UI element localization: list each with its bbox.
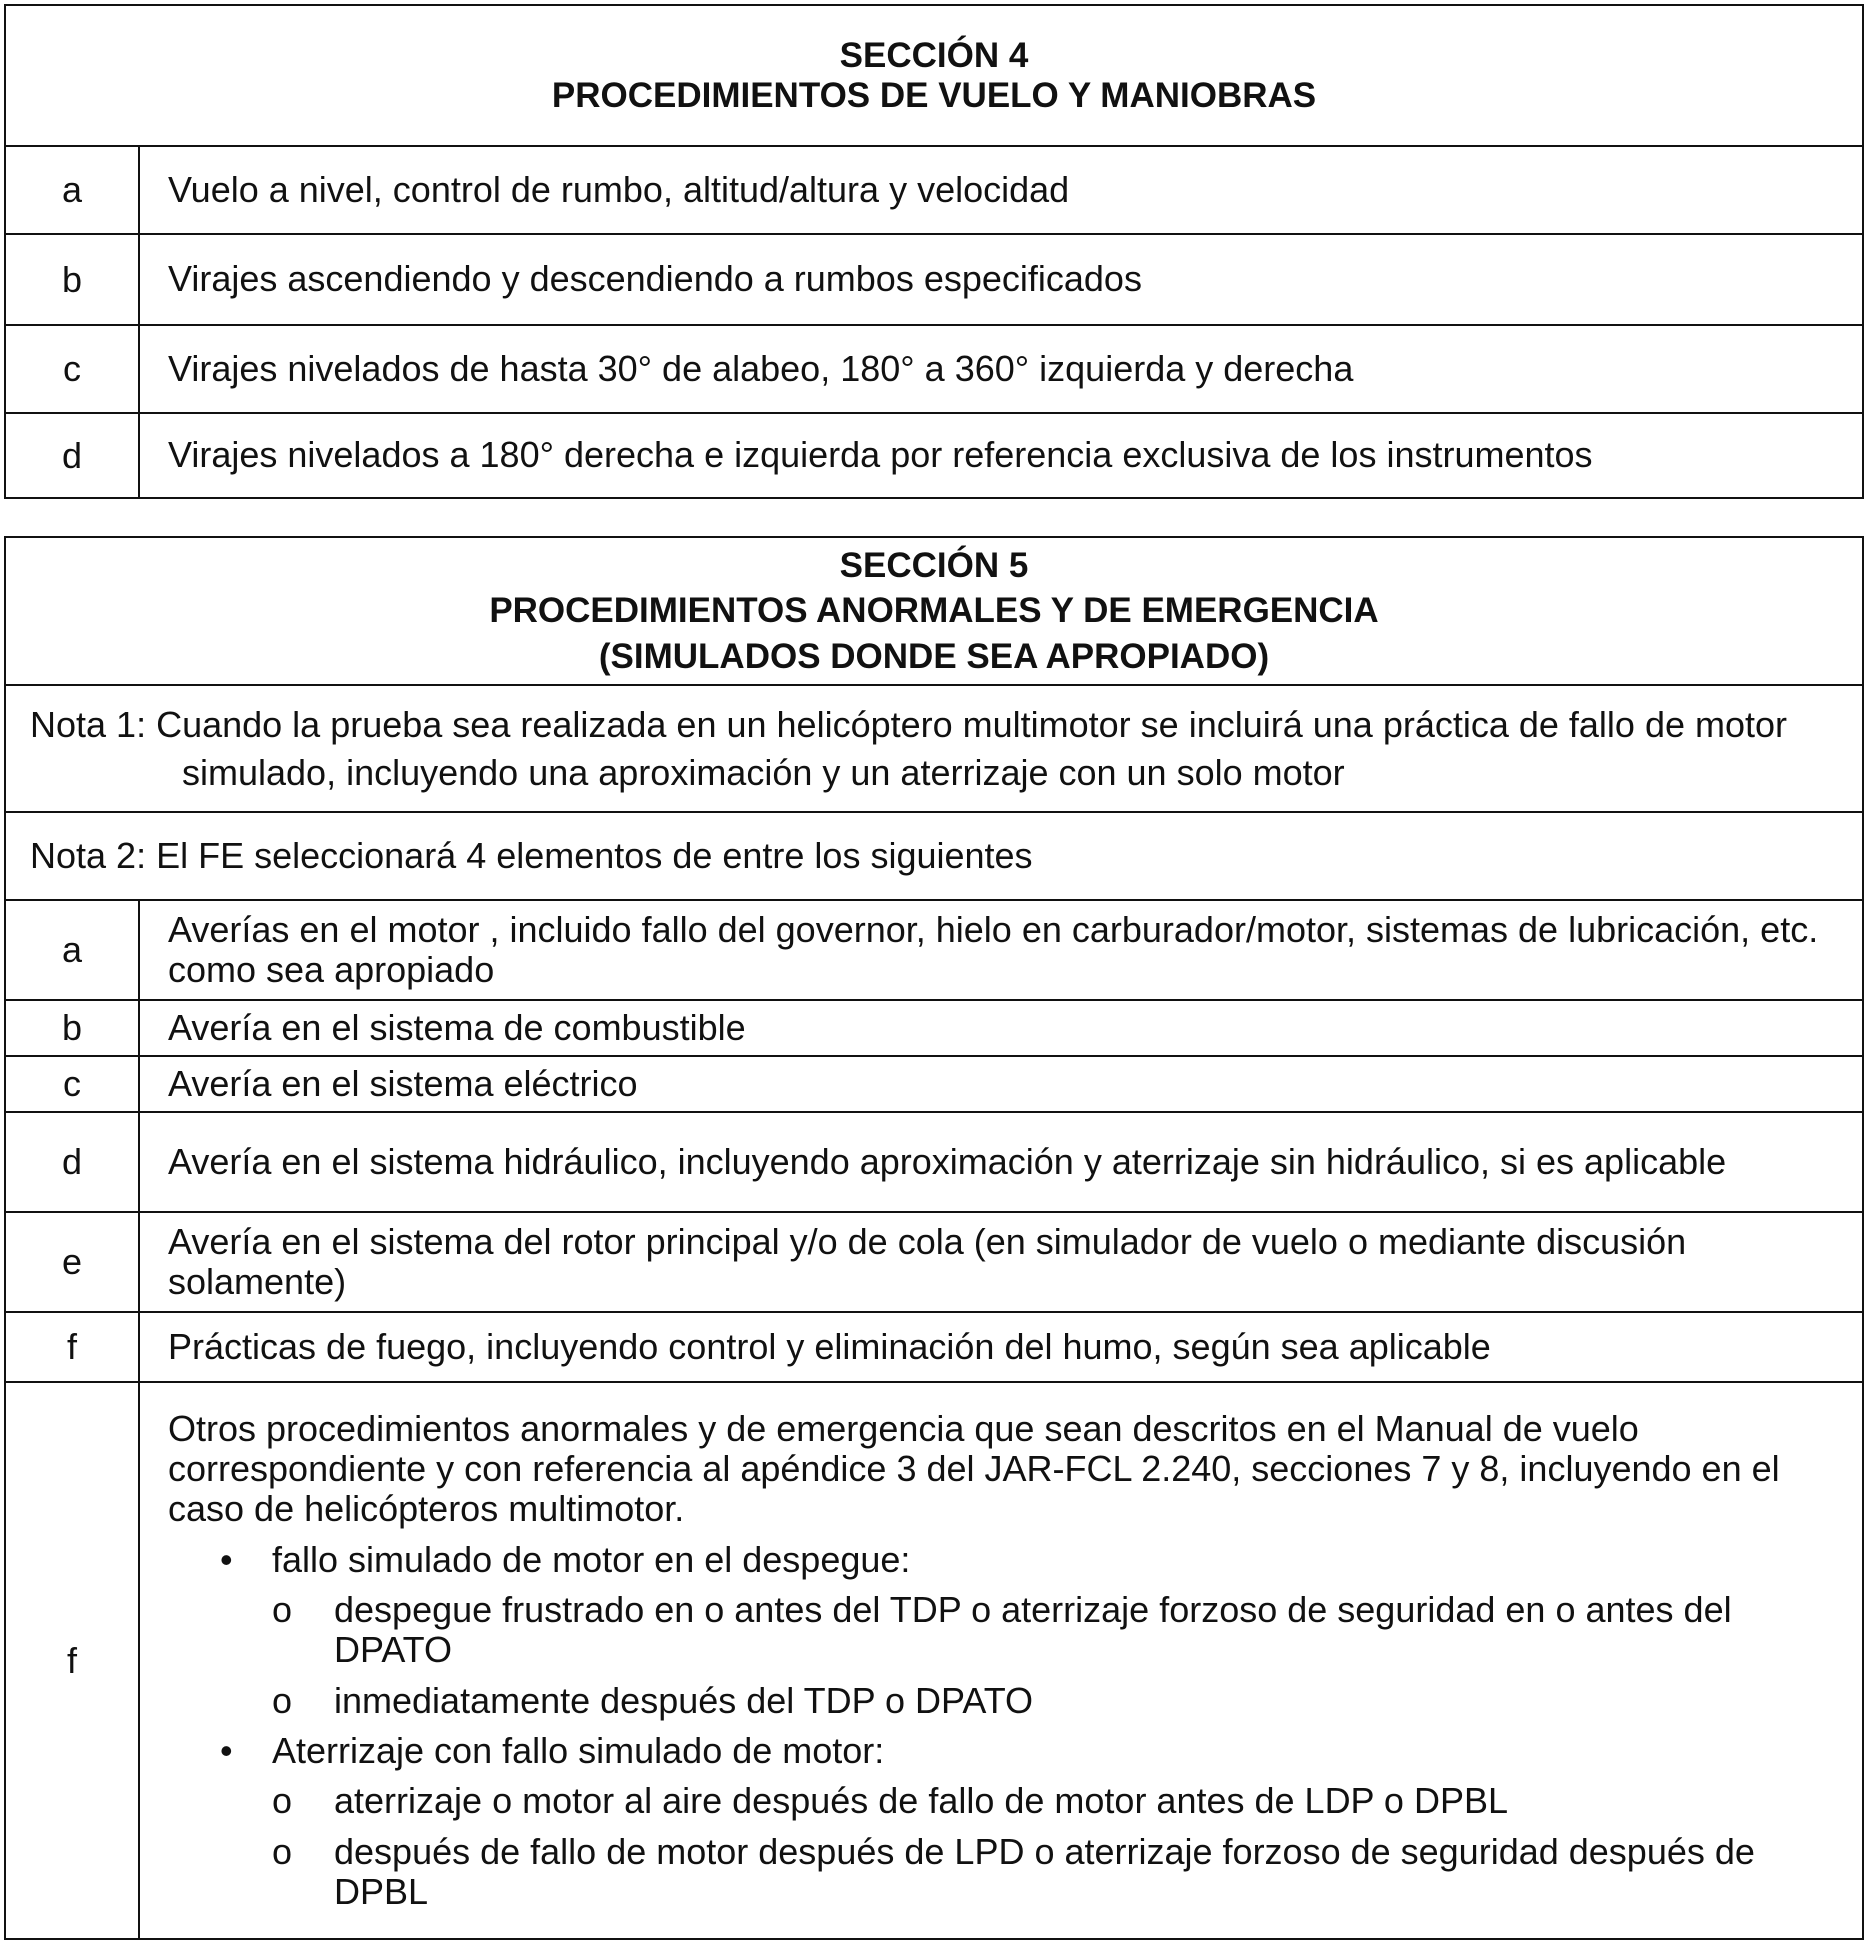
row-letter: c	[5, 325, 139, 413]
row-letter: d	[5, 413, 139, 498]
sub-bullet-text: inmediatamente después del TDP o DPATO	[334, 1679, 1034, 1721]
section-5-subtitle-2: (SIMULADOS DONDE SEA APROPIADO)	[598, 636, 1270, 676]
row-letter: c	[5, 1056, 139, 1112]
bullet-list	[168, 1540, 1838, 1913]
section-4-header	[5, 5, 1863, 146]
table-row	[5, 1312, 1863, 1382]
list-item	[272, 1681, 1838, 1721]
section-4-header-row	[5, 5, 1863, 146]
table-row	[5, 1056, 1863, 1112]
list-item	[168, 1540, 1838, 1721]
circle-bullet-icon: o	[272, 1679, 293, 1721]
row-text: Avería en el sistema eléctrico	[139, 1056, 1863, 1112]
table-row	[5, 1112, 1863, 1212]
table-row	[5, 413, 1863, 498]
row-letter: b	[5, 234, 139, 325]
section-4-title: SECCIÓN 4	[839, 35, 1029, 75]
circle-bullet-icon: o	[272, 1830, 293, 1872]
row-letter: f	[5, 1312, 139, 1382]
bullet-icon: •	[220, 1538, 233, 1580]
row-intro-text: Otros procedimientos anormales y de emergencia que sean descritos en el Manual de vuelo correspondiente y con referencia al apéndice 3 del JAR-FCL 2.240, secciones 7 y 8, incluyendo en el caso de helicópteros multimotor.	[168, 1407, 1780, 1530]
row-text: Virajes nivelados a 180° derecha e izquierda por referencia exclusiva de los instrumentos	[139, 413, 1863, 498]
note-1: Nota 1: Cuando la prueba sea realizada en un helicóptero multimotor se incluirá una práctica de fallo de motor simulado, incluyendo una aproximación y un aterrizaje con un solo motor	[30, 703, 1788, 793]
table-row	[5, 234, 1863, 325]
sub-list	[272, 1590, 1838, 1721]
sub-bullet-text: después de fallo de motor después de LPD o aterrizaje forzoso de seguridad después de DPBL	[334, 1830, 1755, 1912]
section-4-subtitle: PROCEDIMIENTOS DE VUELO Y MANIOBRAS	[551, 75, 1317, 115]
section-5-header-row	[5, 537, 1863, 685]
note-row	[5, 812, 1863, 900]
row-text: Averías en el motor , incluido fallo del governor, hielo en carburador/motor, sistemas de lubricación, etc. como sea apropiado	[139, 900, 1863, 1000]
row-text: Virajes ascendiendo y descendiendo a rumbos especificados	[139, 234, 1863, 325]
row-letter: b	[5, 1000, 139, 1056]
list-item	[272, 1590, 1838, 1671]
table-row	[5, 146, 1863, 234]
row-text: Avería en el sistema de combustible	[139, 1000, 1863, 1056]
row-text: Virajes nivelados de hasta 30° de alabeo, 180° a 360° izquierda y derecha	[139, 325, 1863, 413]
bullet-text: fallo simulado de motor en el despegue:	[272, 1538, 911, 1580]
row-letter: a	[5, 146, 139, 234]
row-text-block	[139, 1382, 1863, 1939]
table-row	[5, 1212, 1863, 1312]
sub-list	[272, 1781, 1838, 1912]
sub-bullet-text: despegue frustrado en o antes del TDP o aterrizaje forzoso de seguridad en o antes del DPATO	[334, 1589, 1732, 1671]
table-row	[5, 900, 1863, 1000]
row-letter: d	[5, 1112, 139, 1212]
table-row	[5, 1382, 1863, 1939]
list-item	[272, 1781, 1838, 1821]
row-letter: e	[5, 1212, 139, 1312]
circle-bullet-icon: o	[272, 1589, 293, 1631]
section-4-table	[4, 4, 1864, 499]
bullet-icon: •	[220, 1729, 233, 1771]
row-text: Avería en el sistema hidráulico, incluyendo aproximación y aterrizaje sin hidráulico, si es aplicable	[139, 1112, 1863, 1212]
table-row	[5, 1000, 1863, 1056]
note-row	[5, 685, 1863, 812]
section-5-title: SECCIÓN 5	[839, 545, 1029, 585]
row-letter: f	[5, 1382, 139, 1939]
sub-bullet-text: aterrizaje o motor al aire después de fallo de motor antes de LDP o DPBL	[334, 1780, 1508, 1822]
table-row	[5, 325, 1863, 413]
row-text: Avería en el sistema del rotor principal y/o de cola (en simulador de vuelo o mediante discusión solamente)	[139, 1212, 1863, 1312]
row-text: Prácticas de fuego, incluyendo control y eliminación del humo, según sea aplicable	[139, 1312, 1863, 1382]
circle-bullet-icon: o	[272, 1780, 293, 1822]
list-item	[272, 1832, 1838, 1913]
section-5-subtitle: PROCEDIMIENTOS ANORMALES Y DE EMERGENCIA	[489, 591, 1379, 631]
section-5-table	[4, 536, 1864, 1940]
list-item	[168, 1731, 1838, 1912]
section-5-header	[5, 537, 1863, 685]
note-2: Nota 2: El FE seleccionará 4 elementos de entre los siguientes	[5, 812, 1863, 900]
bullet-text: Aterrizaje con fallo simulado de motor:	[272, 1729, 885, 1771]
row-letter: a	[5, 900, 139, 1000]
row-text: Vuelo a nivel, control de rumbo, altitud/altura y velocidad	[139, 146, 1863, 234]
